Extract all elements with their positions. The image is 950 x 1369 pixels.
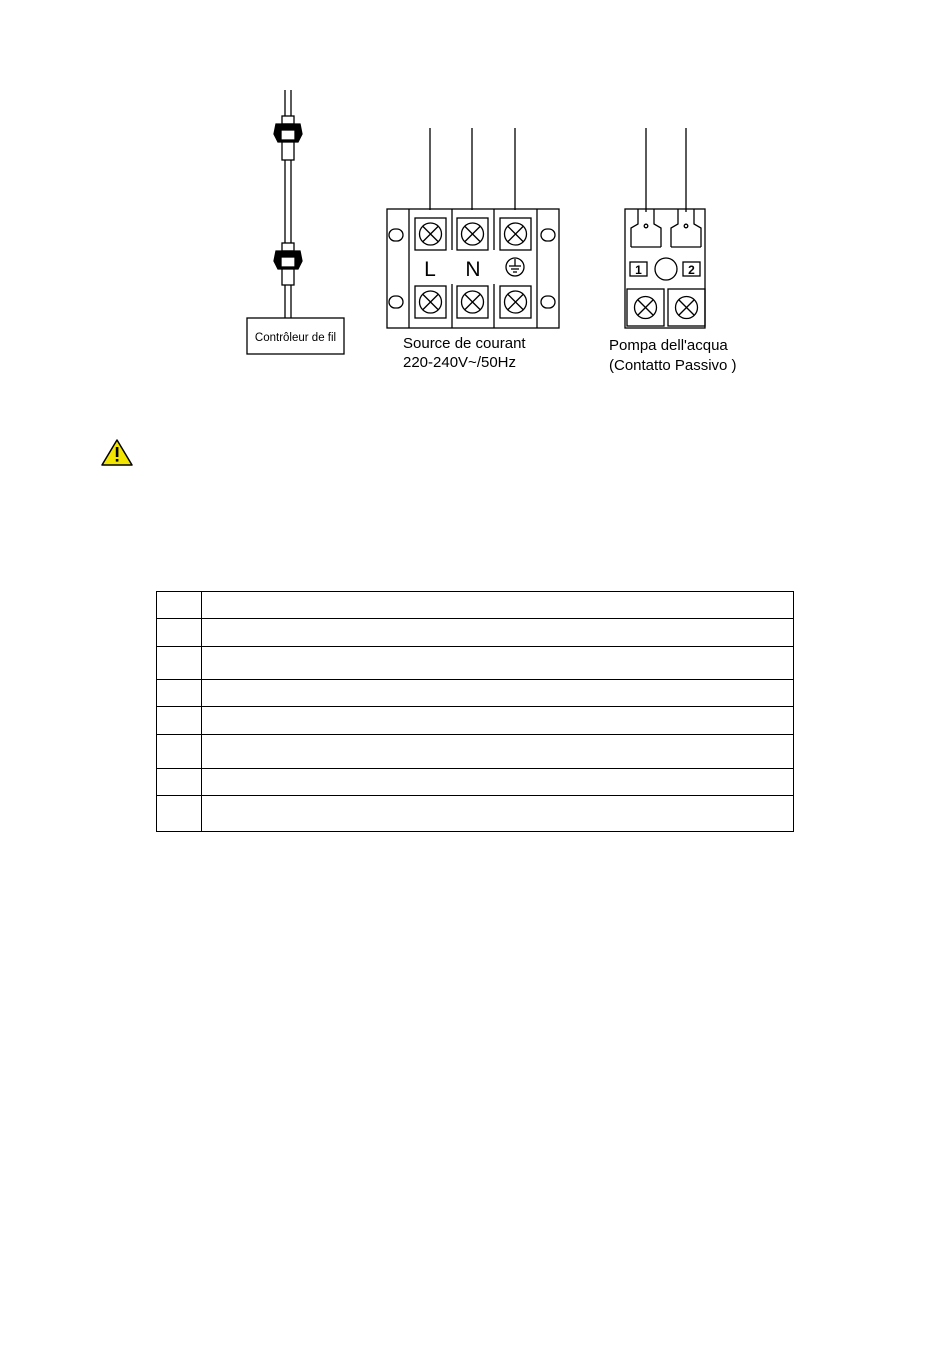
power-caption-line1: Source de courant	[403, 335, 526, 352]
power-caption-line2: 220-240V~/50Hz	[403, 354, 516, 371]
table-row	[157, 769, 794, 796]
pump-caption-line2: (Contatto Passivo )	[609, 357, 737, 374]
warning-triangle-icon	[102, 440, 132, 465]
pump-caption-line1: Pompa dell'acqua	[609, 337, 728, 354]
earth-ground-icon	[506, 258, 524, 276]
terminal-label-l: L	[424, 258, 436, 281]
wiring-diagram	[0, 0, 950, 480]
cable-connector-lower	[274, 243, 302, 285]
power-wires	[430, 128, 515, 210]
table-row	[157, 707, 794, 735]
wiring-table	[156, 591, 794, 832]
pump-terminal-2: 2	[688, 263, 695, 277]
pump-wires	[646, 128, 686, 212]
terminal-label-n: N	[465, 258, 481, 281]
table-row	[157, 735, 794, 769]
cable-connector-upper	[274, 116, 302, 160]
table-row	[157, 619, 794, 647]
table-row	[157, 592, 794, 619]
controller-label: Contrôleur de fil	[254, 332, 337, 344]
table-row	[157, 680, 794, 707]
table-row	[157, 796, 794, 832]
table-row	[157, 647, 794, 680]
pump-terminal-1: 1	[635, 263, 642, 277]
